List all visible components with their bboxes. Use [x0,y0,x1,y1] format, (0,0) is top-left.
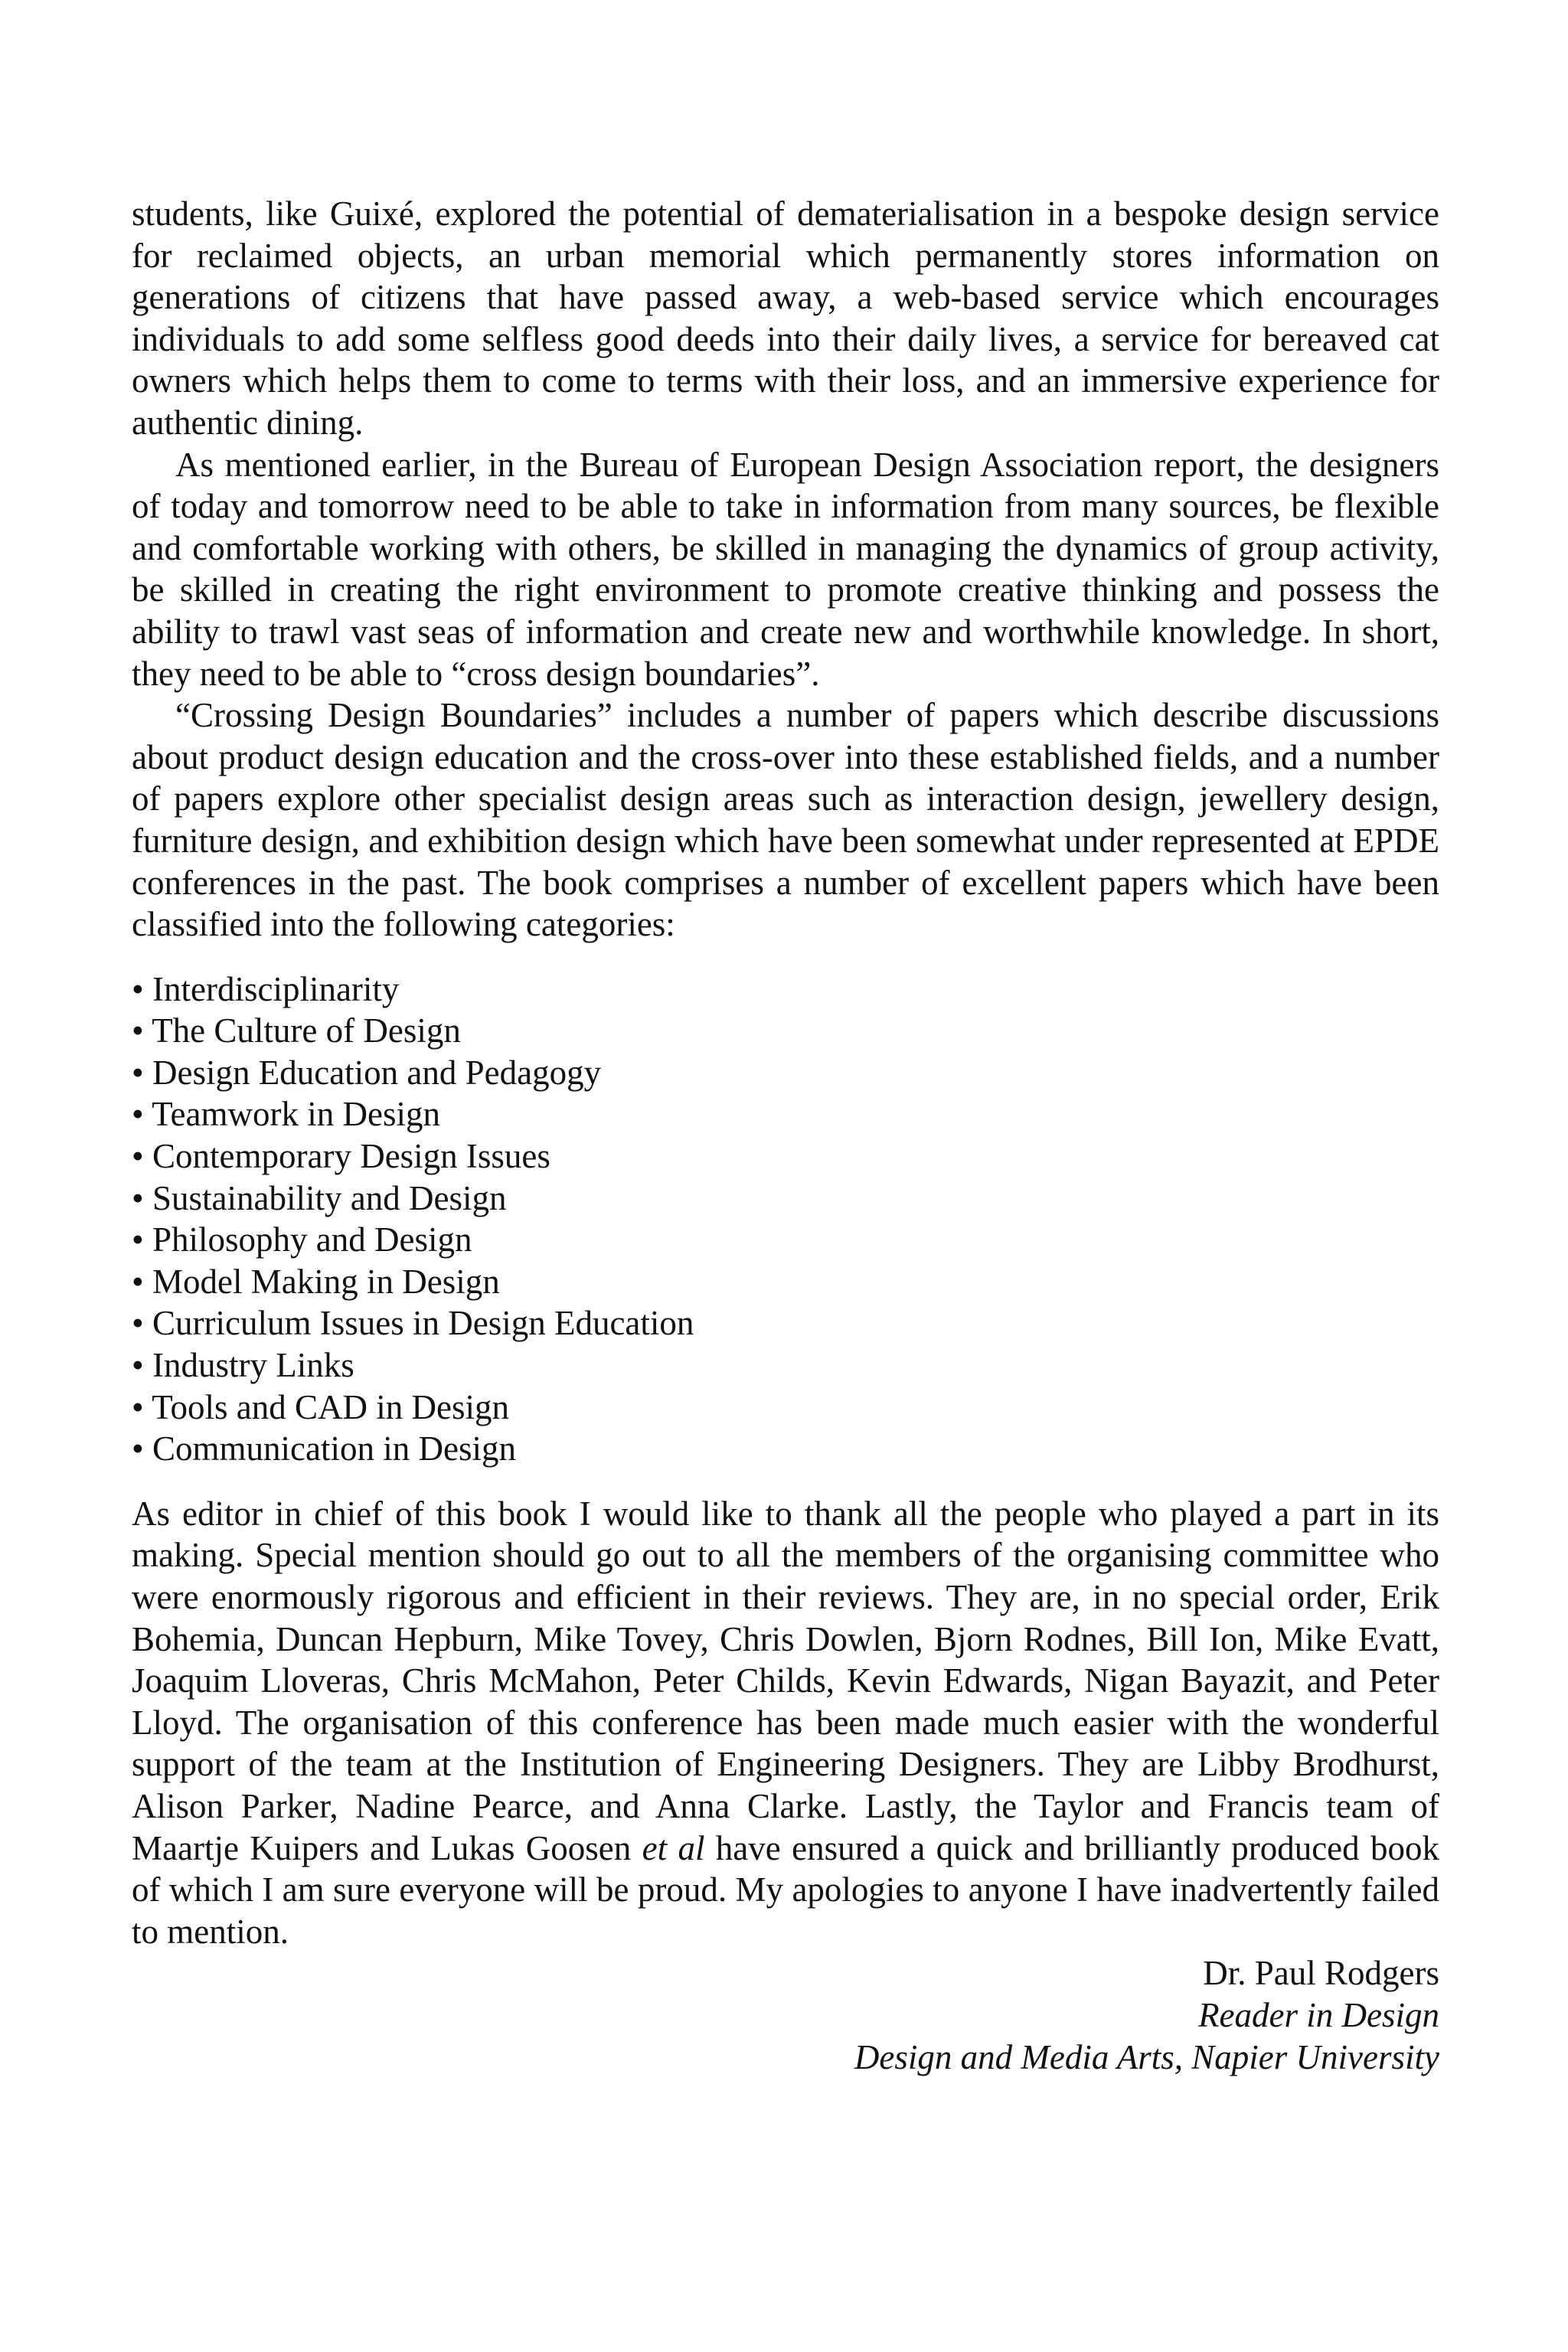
list-item: • Sustainability and Design [132,1178,507,1217]
signature-role: Reader in Design [1198,1995,1439,2034]
paragraph-continuation: students, like Guixé, explored the potential of dematerialisation in a bespoke design service for reclaimed objects, an urban memorial which permanently stores information on generations of citizens that have passed away, a web-based service which encourages individuals to add some selfless good deeds into their daily lives, a service for bereaved cat owners which helps them to come to terms with their loss, and an immersive experience for authentic dining. [132,194,1439,442]
list-item: • Tools and CAD in Design [132,1387,510,1426]
paragraph-acknowledgements [132,1493,1439,1953]
category-list [132,969,1439,1470]
paragraph-bureau-report: As mentioned earlier, in the Bureau of European Design Association report, the designers of today and tomorrow need to be able to take in information from many sources, be flexible and comfortable working with others, be skilled in managing the dynamics of group activity, be skilled in creating the right environment to promote creative thinking and possess the ability to trawl vast seas of information and create new and worthwhile knowledge. In short, they need to be able to “cross design boundaries”. [132,445,1439,693]
acknowledgements-italic-text: et al [642,1828,705,1867]
list-item: • Industry Links [132,1346,354,1385]
list-item: • The Culture of Design [132,1011,461,1050]
list-item: • Contemporary Design Issues [132,1137,550,1176]
page-body [132,193,1439,2078]
signature-affiliation: Design and Media Arts, Napier University [854,2037,1439,2076]
signature-name: Dr. Paul Rodgers [1203,1954,1439,1993]
acknowledgements-text-end: have ensured a quick and brilliantly produced book of which I am sure everyone will be proud. My apologies to anyone I have inadvertently failed to mention. [132,1828,1440,1951]
acknowledgements-text: As editor in chief of this book I would like to thank all the people who played a part in its making. Special mention should go out to all the members of the organising committee who were enormously rigorous and efficient in their reviews. They are, in no special order, Erik Bohemia, Duncan Hepburn, Mike Tovey, Chris Dowlen, Bjorn Rodnes, Bill Ion, Mike Evatt, Joaquim Lloveras, Chris McMahon, Peter Childs, Kevin Edwards, Nigan Bayazit, and Peter Lloyd. The organisation of this conference has been made much easier with the wonderful support of the team at the Institution of Engineering Designers. They are Libby Brodhurst, Alison Parker, Nadine Pearce, and Anna Clarke. Lastly, the Taylor and Francis team of Maartje Kuipers and Lukas Goosen [132,1494,1439,1867]
signature-block [132,1952,1439,2078]
list-item: • Model Making in Design [132,1262,500,1301]
list-item: • Design Education and Pedagogy [132,1053,602,1092]
list-item: • Curriculum Issues in Design Education [132,1304,694,1343]
paragraph-crossing-boundaries: “Crossing Design Boundaries” includes a number of papers which describe discussions about product design education and the cross-over into these established fields, and a number of papers explore other specialist design areas such as interaction design, jewellery design, furniture design, and exhibition design which have been somewhat under represented at EPDE conferences in the past. The book comprises a number of excellent papers which have been classified into the following categories: [132,696,1439,944]
list-item: • Communication in Design [132,1429,516,1468]
list-item: • Teamwork in Design [132,1095,440,1134]
list-item: • Philosophy and Design [132,1220,472,1259]
list-item: • Interdisciplinarity [132,969,400,1008]
